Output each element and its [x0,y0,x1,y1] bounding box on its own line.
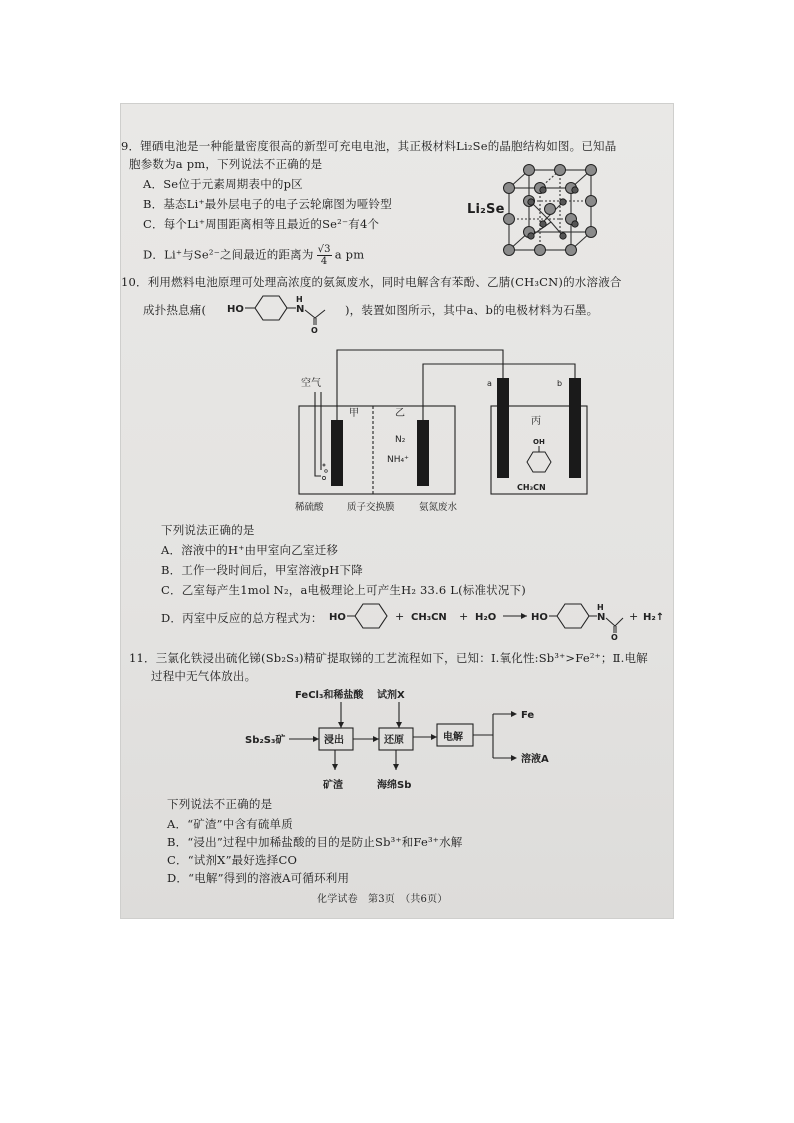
label-yi: 乙 [395,408,405,419]
electrode-jia [331,420,343,486]
paracetamol-structure [225,290,343,334]
crystal-label: Li₂Se [467,202,505,217]
flow-output-slag: 矿渣 [323,780,343,791]
label-oh: OH [533,438,545,446]
electrode-yi [417,420,429,486]
flow-step-electrolysis: 电解 [443,732,463,743]
label-nh4: NH₄⁺ [387,455,409,465]
q10-option-b: B．工作一段时间后，甲室溶液pH下降 [161,563,363,577]
molecule-h: H [296,295,303,304]
q9-line2: 胞参数为a pm，下列说法不正确的是 [129,157,323,171]
molecule-o: O [311,326,318,334]
q10-option-d-prefix: D．丙室中反应的总方程式为： [161,611,323,625]
flow-step-reduce: 还原 [384,735,404,746]
label-ch3cn: CH₃CN [517,483,546,492]
label-bing: 丙 [531,416,541,427]
electrode-a [497,378,509,478]
page-footer: 化学试卷 第3页 （共6页） [317,894,448,905]
eq-plus-3: + [629,610,639,623]
label-proton-exchange-membrane: 质子交换膜 [347,502,395,513]
q11-line2: 过程中无气体放出。 [151,669,257,683]
label-n2: N₂ [395,435,406,445]
q10-equation [327,598,673,640]
flow-output-fe: Fe [521,710,535,721]
eq-h2: H₂↑ [643,612,665,623]
electrochemical-apparatus [291,340,591,516]
eq-plus-2: + [459,610,469,623]
label-b: b [557,379,563,388]
fraction-denominator: 4 [320,256,328,267]
label-air: 空气 [301,378,321,389]
q11-option-d: D．“电解”得到的溶液A可循环利用 [167,871,350,885]
molecule-ho: HO [227,304,244,315]
eq-h2o: H₂O [475,612,497,623]
q9-option-d-suffix: a pm [334,247,365,262]
electrode-b [569,378,581,478]
q11-option-a: A．“矿渣”中含有硫单质 [167,817,293,831]
q11-option-b: B．“浸出”过程中加稀盐酸的目的是防止Sb³⁺和Fe³⁺水解 [167,835,463,849]
flow-input: Sb₂S₃矿 [245,735,286,746]
eq-ho: HO [329,612,346,623]
fraction-numerator: √3 [317,244,331,255]
q9-option-d [143,244,364,267]
flow-reagent-x: 试剂X [377,690,405,701]
q11-intro: 下列说法不正确的是 [167,797,273,811]
q11-line1: 11．三氯化铁浸出硫化锑(Sb₂S₃)精矿提取锑的工艺流程如下，已知：Ⅰ.氧化性:Sb³⁺>Fe²⁺；Ⅱ.电解 [129,651,648,665]
flow-reagent-fecl3: FeCl₃和稀盐酸 [295,690,364,701]
q10-intro: 下列说法正确的是 [161,523,255,537]
q9-line1: 9．锂硒电池是一种能量密度很高的新型可充电电池，其正极材料Li₂Se的晶胞结构如图。已知晶 [121,139,617,153]
svg-text:H: H [597,603,604,612]
eq-ch3cn: CH₃CN [411,612,447,623]
molecule-n: N [296,304,305,315]
q10-option-a: A．溶液中的H⁺由甲室向乙室迁移 [161,543,339,557]
svg-text:N: N [597,612,606,623]
label-jia: 甲 [349,408,359,419]
label-a: a [487,379,492,388]
q10-line2-suffix: )，装置如图所示，其中a、b的电极材料为石墨。 [345,303,599,317]
q11-option-c: C．“试剂X”最好选择CO [167,853,298,867]
q9-option-a: A．Se位于元素周期表中的p区 [143,177,303,191]
process-flowchart [245,684,575,800]
q9-option-d-prefix: D．Li⁺与Se²⁻之间最近的距离为 [143,247,314,262]
q9-option-c: C．每个Li⁺周围距离相等且最近的Se²⁻有4个 [143,217,380,231]
q10-option-c: C．乙室每产生1mol N₂，a电极理论上可产生H₂ 33.6 L(标准状况下) [161,583,526,597]
eq-plus-1: + [395,610,405,623]
exam-page [121,104,673,918]
q10-line1: 10．利用燃料电池原理可处理高浓度的氨氮废水，同时电解含有苯酚、乙腈(CH₃CN)的水溶液合 [121,275,622,289]
q9-option-b: B．基态Li⁺最外层电子的电子云轮廓图为哑铃型 [143,197,392,211]
q10-line2-prefix: 成扑热息痛( [143,303,207,317]
svg-text:O: O [611,633,618,640]
flow-step-leach: 浸出 [324,735,344,746]
flow-output-sponge-sb: 海绵Sb [377,780,412,791]
label-ammonia-wastewater: 氨氮废水 [419,502,458,513]
crystal-structure-diagram [501,162,597,258]
eq-ho-product: HO [531,612,548,623]
fraction [317,244,332,267]
label-dilute-sulfuric-acid: 稀硫酸 [295,502,324,513]
flow-output-solution-a: 溶液A [521,754,549,765]
